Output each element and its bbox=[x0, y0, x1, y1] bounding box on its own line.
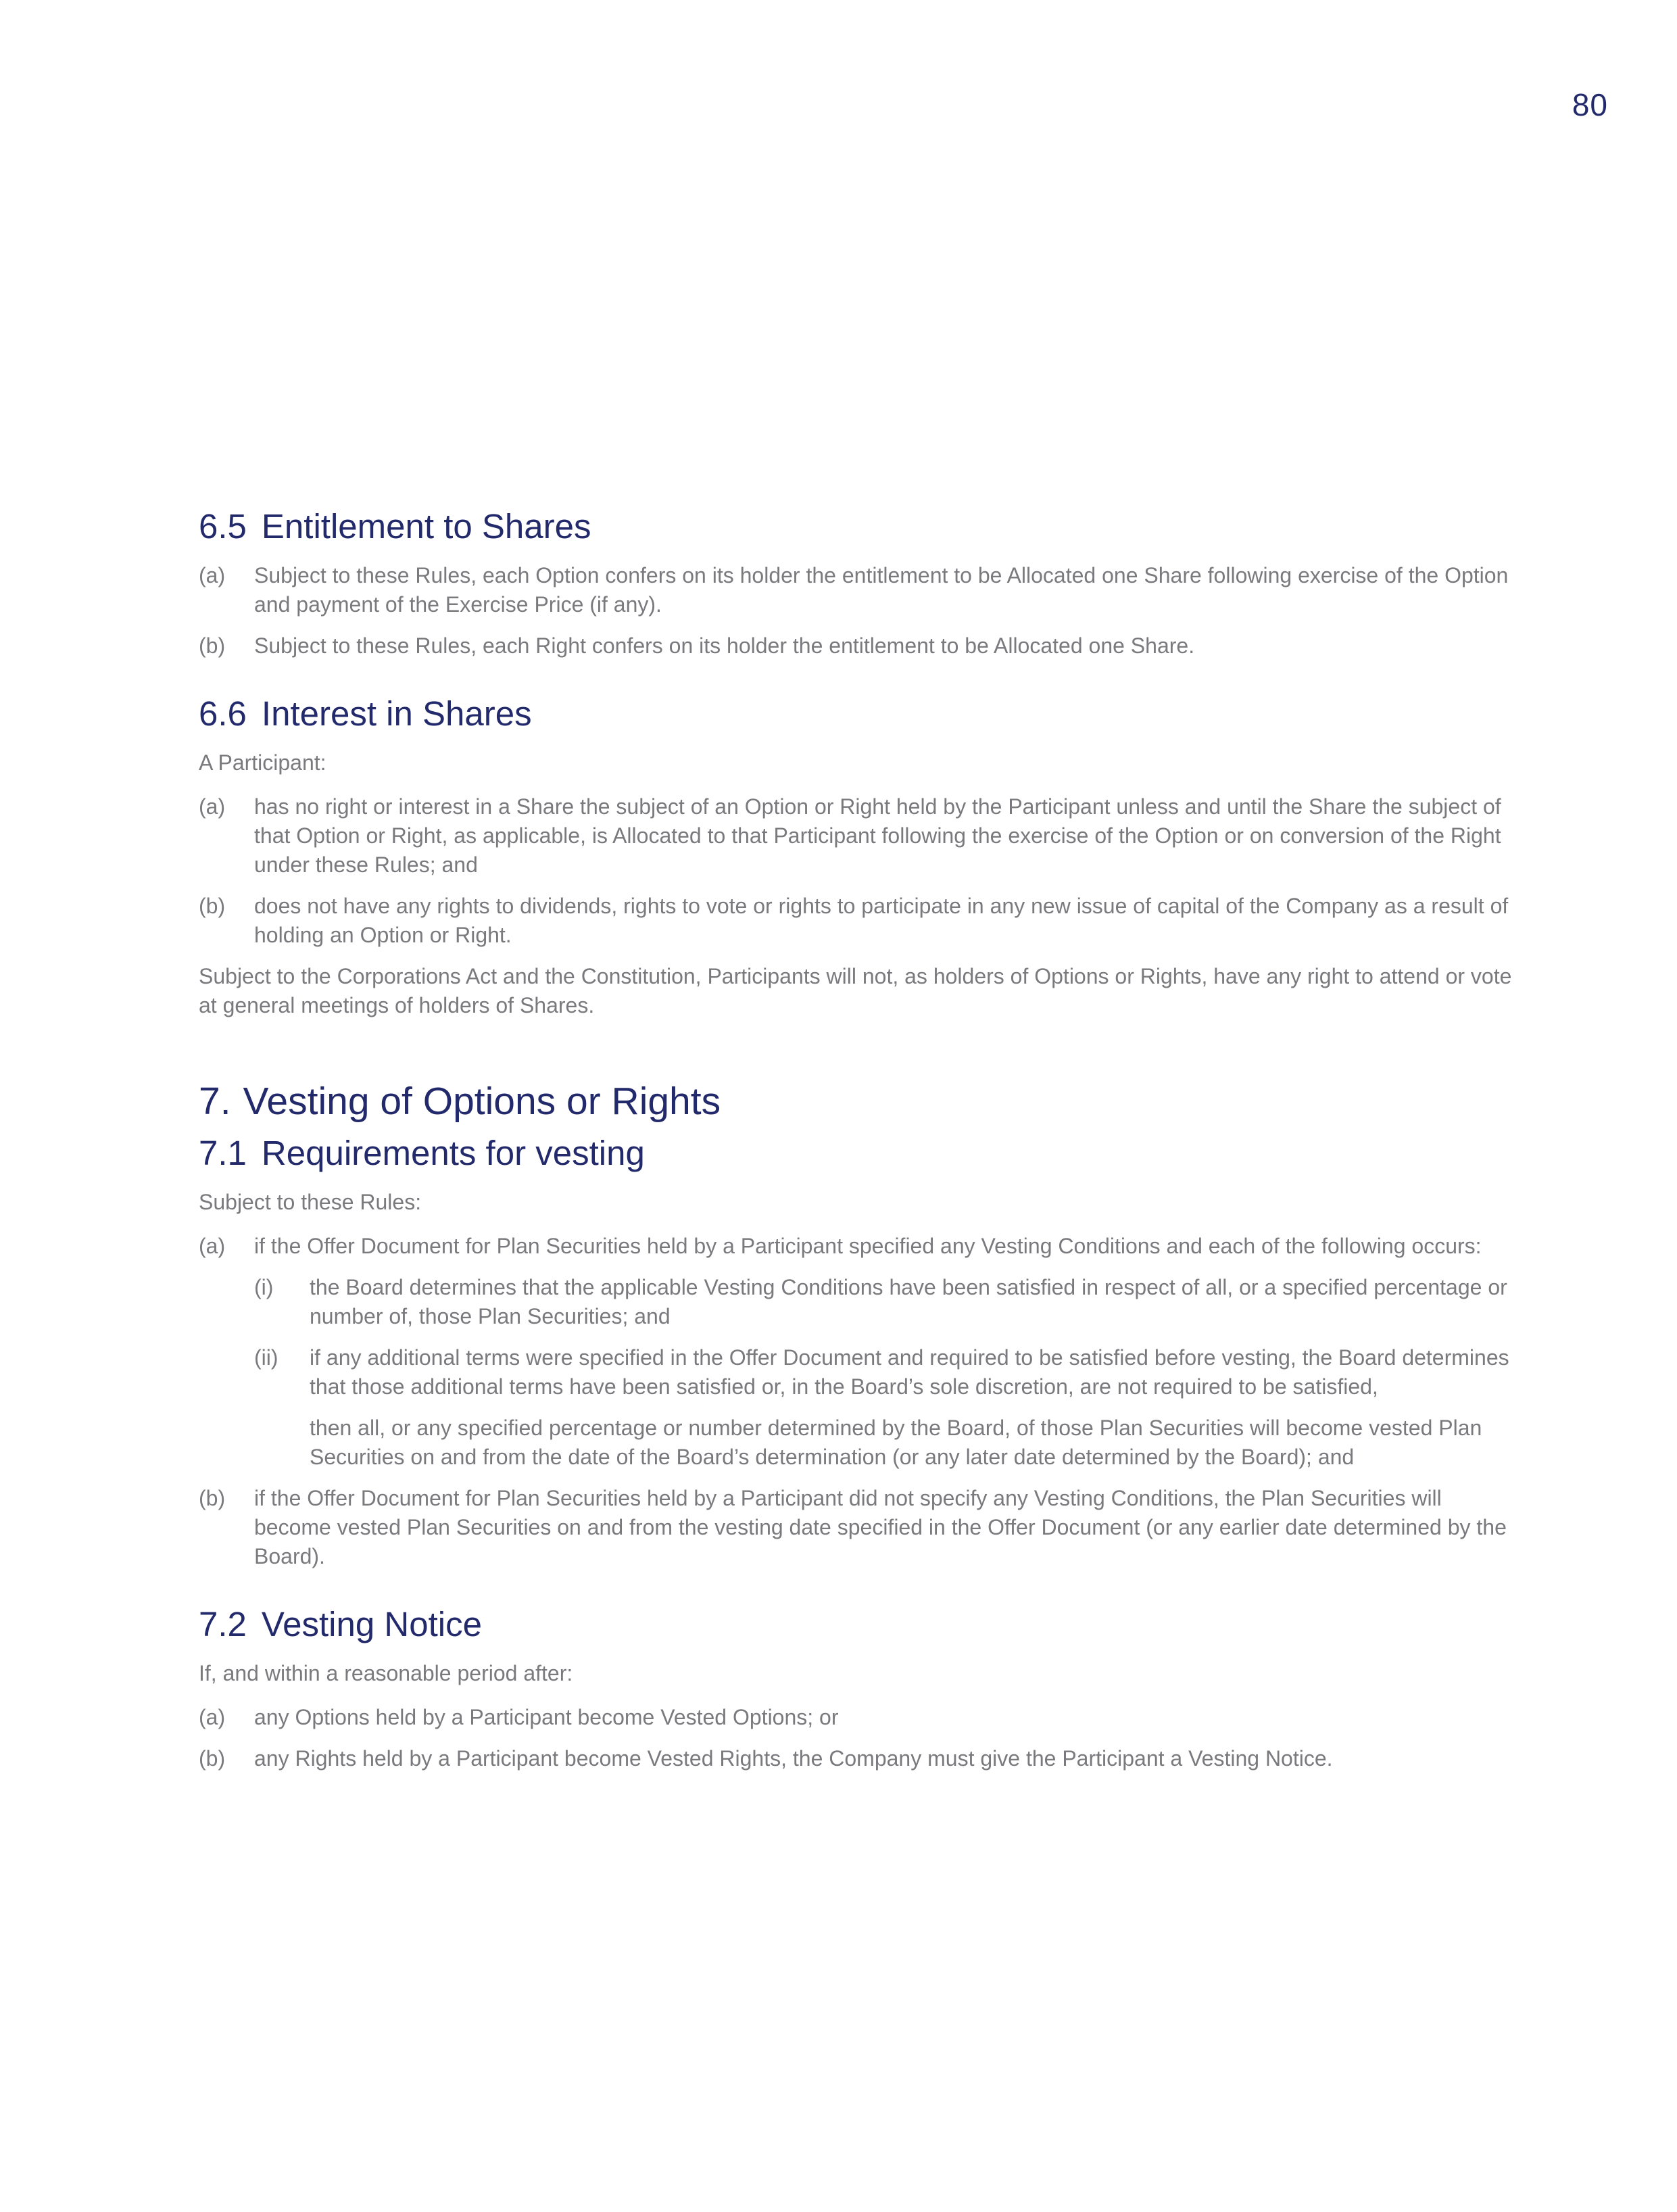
chapter-number: 7. bbox=[199, 1080, 231, 1123]
clause-marker: (a) bbox=[199, 1705, 226, 1729]
clause-marker: (b) bbox=[199, 633, 226, 658]
clause-item bbox=[199, 561, 1524, 619]
clause-text: does not have any rights to dividends, rights to vote or rights to participate in any new issue of capital of the Company as a result of holding an Option or Right. bbox=[254, 894, 1509, 947]
chapter-title: Vesting of Options or Rights bbox=[243, 1080, 721, 1123]
clause-marker: (b) bbox=[199, 1486, 226, 1510]
clause-item bbox=[199, 1744, 1524, 1773]
chapter-heading-7 bbox=[199, 1077, 1524, 1126]
subclause-list bbox=[254, 1273, 1524, 1472]
document-body bbox=[199, 506, 1524, 1785]
section-heading-6-5 bbox=[199, 506, 1524, 548]
clause-item bbox=[199, 792, 1524, 880]
continuation-text: then all, or any specified percentage or number determined by the Board, of those Plan Securities will become vested Plan Securities on and from the date of the Board’s determination (or any later date determined by the Board); and bbox=[310, 1416, 1482, 1469]
section-title: Entitlement to Shares bbox=[261, 507, 591, 546]
section-title: Vesting Notice bbox=[261, 1605, 482, 1643]
subclause-text: the Board determines that the applicable Vesting Conditions have been satisfied in respect of all, or a specified percentage or number of, those Plan Securities; and bbox=[310, 1275, 1507, 1328]
clause-text: any Options held by a Participant become Vested Options; or bbox=[254, 1705, 839, 1729]
clause-marker: (a) bbox=[199, 1234, 226, 1258]
subclause-marker: (ii) bbox=[254, 1345, 278, 1370]
section-intro: If, and within a reasonable period after: bbox=[199, 1661, 573, 1685]
section-heading-6-6 bbox=[199, 693, 1524, 735]
clause-item bbox=[199, 631, 1524, 660]
section-heading-7-2 bbox=[199, 1604, 1524, 1645]
clause-item bbox=[199, 1703, 1524, 1732]
clause-marker: (a) bbox=[199, 794, 226, 819]
section-closing: Subject to the Corporations Act and the Constitution, Participants will not, as holders of Options or Rights, have any right to attend or vote at general meetings of holders of Shares. bbox=[199, 964, 1512, 1017]
clause-text: Subject to these Rules, each Right confers on its holder the entitlement to be Allocated one Share. bbox=[254, 633, 1195, 658]
subclause-marker: (i) bbox=[254, 1275, 274, 1299]
section-intro: Subject to these Rules: bbox=[199, 1190, 422, 1214]
page-number: 80 bbox=[1572, 87, 1608, 122]
section-number: 6.6 bbox=[199, 694, 247, 733]
section-number: 7.1 bbox=[199, 1134, 247, 1172]
section-number: 6.5 bbox=[199, 507, 247, 546]
subclause-item bbox=[254, 1343, 1524, 1401]
section-intro: A Participant: bbox=[199, 750, 326, 775]
section-number: 7.2 bbox=[199, 1605, 247, 1643]
section-title: Interest in Shares bbox=[261, 694, 532, 733]
clause-marker: (a) bbox=[199, 563, 226, 587]
section-heading-7-1 bbox=[199, 1132, 1524, 1174]
subclause-continuation bbox=[254, 1414, 1524, 1472]
clause-item bbox=[199, 1232, 1524, 1261]
clause-item bbox=[199, 892, 1524, 950]
subclause-item bbox=[254, 1273, 1524, 1331]
clause-text: Subject to these Rules, each Option confers on its holder the entitlement to be Allocated one Share following exercise of the Option and payment of the Exercise Price (if any). bbox=[254, 563, 1509, 617]
clause-marker: (b) bbox=[199, 894, 226, 918]
clause-item bbox=[199, 1484, 1524, 1571]
clause-text: if the Offer Document for Plan Securities held by a Participant did not specify any Vesting Conditions, the Plan Securities will become vested Plan Securities on and from the vesting date specified in the Offer Document (or any earlier date determined by the Board). bbox=[254, 1486, 1507, 1568]
clause-text: if the Offer Document for Plan Securities held by a Participant specified any Vesting Conditions and each of the following occurs: bbox=[254, 1234, 1482, 1258]
section-title: Requirements for vesting bbox=[261, 1134, 645, 1172]
clause-marker: (b) bbox=[199, 1746, 226, 1771]
subclause-text: if any additional terms were specified in the Offer Document and required to be satisfied before vesting, the Board determines that those additional terms have been satisfied or, in the Board’s sole discretion, are not required to be satisfied, bbox=[310, 1345, 1509, 1399]
clause-text: any Rights held by a Participant become Vested Rights, the Company must give the Participant a Vesting Notice. bbox=[254, 1746, 1333, 1771]
clause-text: has no right or interest in a Share the subject of an Option or Right held by the Participant unless and until the Share the subject of that Option or Right, as applicable, is Allocated to that Participant following the exercise of the Option or on conversion of the Right under these Rules; and bbox=[254, 794, 1501, 877]
